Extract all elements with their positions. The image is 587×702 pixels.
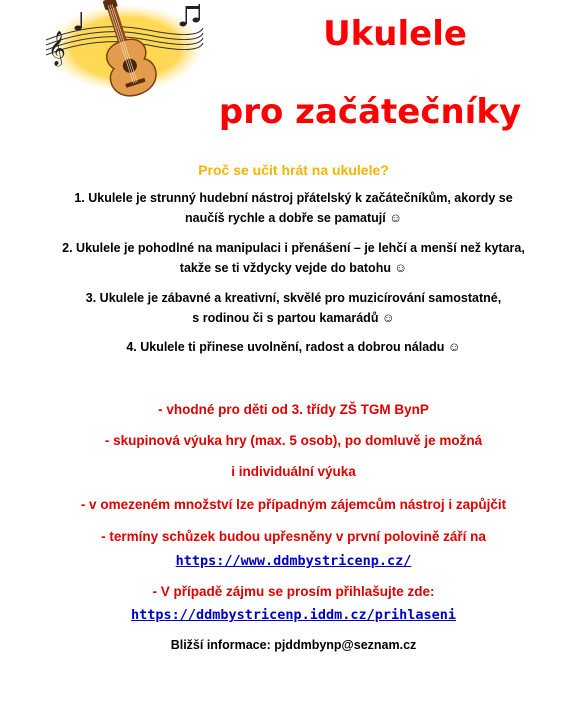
reason-text: s rodinou či s partou kamarádů ☺ xyxy=(192,311,395,325)
info-lend: - v omezeném množství lze případným zájemcům nástroj i zapůjčit xyxy=(80,497,507,512)
info-dates: - termíny schůzek budou upřesněny v první polovině září na xyxy=(101,529,486,544)
reason-text: takže se ti vždycky vejde do batohu ☺ xyxy=(179,261,408,275)
info-signup: - V případě zájmu se prosím přihlašujte zde: xyxy=(152,584,435,599)
reason-text: naučíš rychle a dobře se pamatují ☺ xyxy=(184,211,402,225)
page-title-line1: Ukulele xyxy=(323,14,467,54)
ukulele-music-notes-icon xyxy=(38,0,208,100)
reason-text: 2. Ukulele je pohodlné na manipulaci i přenášení – je lehčí a menší než kytara, xyxy=(62,241,525,255)
reason-text: 1. Ukulele je strunný hudební nástroj přátelský k začátečníkům, akordy se xyxy=(74,191,513,205)
signup-link[interactable]: https://ddmbystricenp.iddm.cz/prihlaseni xyxy=(130,607,457,623)
reason-text: 3. Ukulele je zábavné a kreativní, skvělé pro muzicírování samostatné, xyxy=(85,291,502,305)
reason-item xyxy=(30,288,557,328)
website-link[interactable]: https://www.ddmbystricenp.cz/ xyxy=(175,553,412,569)
info-group-line1: - skupinová výuka hry (max. 5 osob), po domluvě je možná xyxy=(104,433,483,448)
reason-item xyxy=(30,188,557,228)
subtitle: Proč se učit hrát na ukulele? xyxy=(198,162,389,178)
reason-text: 4. Ukulele ti přinese uvolnění, radost a dobrou náladu ☺ xyxy=(126,340,461,354)
page-title-line2: pro začátečníky xyxy=(218,92,522,132)
info-age: - vhodné pro děti od 3. třídy ZŠ TGM BynP xyxy=(158,402,429,417)
contact-info: Bližší informace: pjddmbynp@seznam.cz xyxy=(170,638,417,652)
reason-item xyxy=(30,238,557,278)
reason-item xyxy=(30,337,557,357)
info-group-line2: i individuální výuka xyxy=(231,464,356,479)
svg-text:𝄞: 𝄞 xyxy=(48,31,66,66)
